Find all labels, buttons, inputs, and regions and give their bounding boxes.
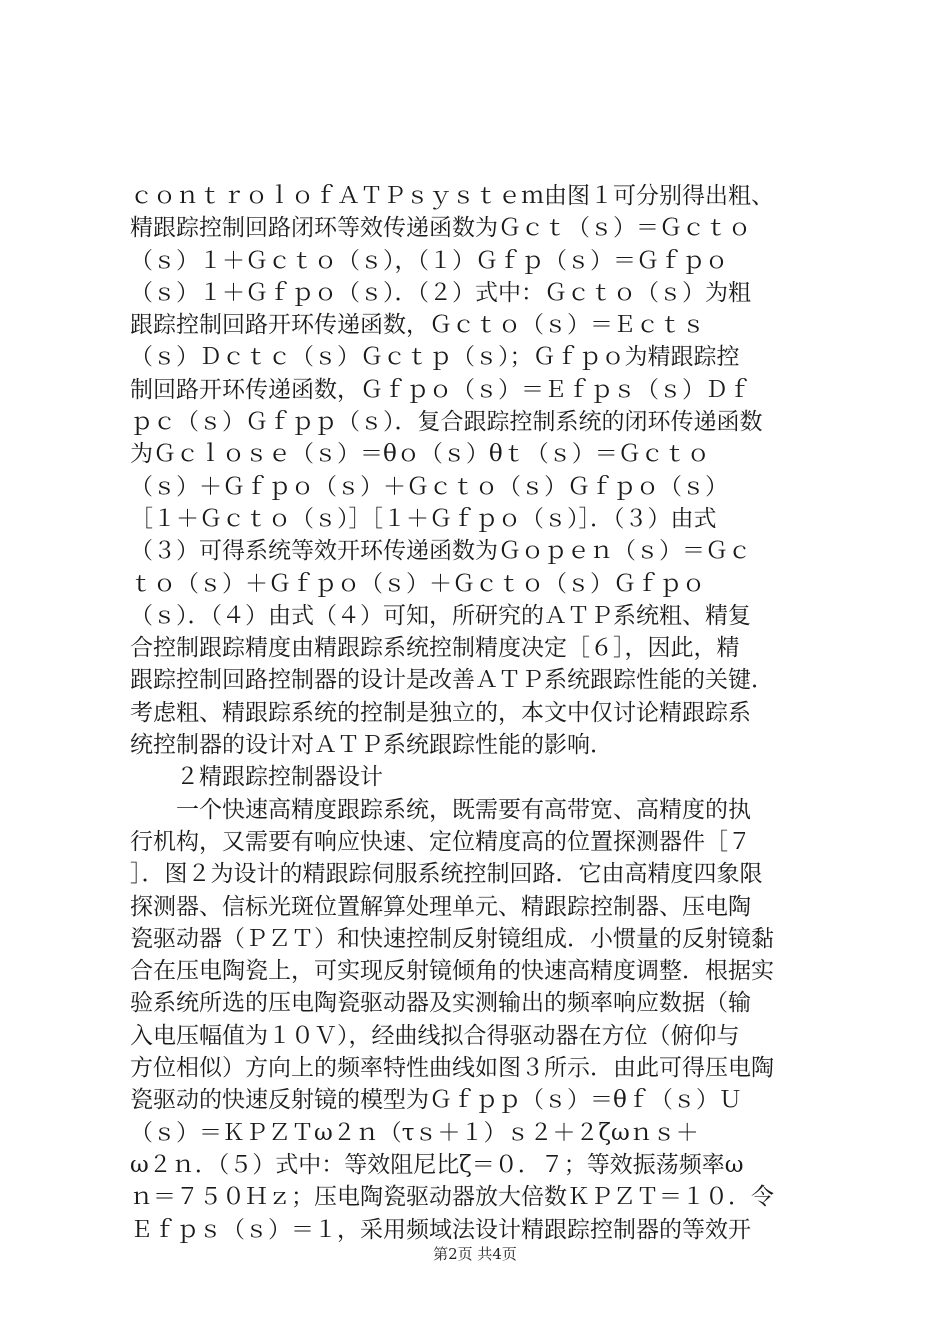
text-line: 瓷驱动器（ＰＺＴ）和快速控制反射镜组成．小惯量的反射镜黏: [130, 925, 774, 952]
text-line: （ｓ）１＋Ｇｃｔｏ（ｓ），（１）Ｇｆｐ（ｓ）＝Ｇｆｐｏ: [130, 247, 728, 274]
text-line: 跟踪控制回路开环传递函数，Ｇｃｔｏ（ｓ）＝Ｅｃｔｓ: [130, 312, 705, 339]
text-line: （３）可得系统等效开环传递函数为Ｇｏｐｅｎ（ｓ）＝Ｇｃ: [130, 538, 751, 565]
text-line: 合控制跟踪精度由精跟踪系统控制精度决定［６］，因此，精: [130, 635, 740, 662]
text-line: 精跟踪控制回路闭环等效传递函数为Ｇｃｔ（ｓ）＝Ｇｃｔｏ: [130, 215, 751, 242]
text-line: ］．图２为设计的精跟踪伺服系统控制回路．它由高精度四象限: [130, 861, 763, 888]
text-line: 一个快速高精度跟踪系统，既需要有高带宽、高精度的执: [130, 796, 751, 823]
text-line: （ｓ）．（４）由式（４）可知，所研究的ＡＴＰ系统粗、精复: [130, 602, 751, 629]
text-line: ｃｏｎｔｒｏｌｏｆＡＴＰｓｙｓｔｅｍ由图１可分别得出粗、: [130, 183, 774, 209]
body-text: [130, 180, 830, 1246]
text-line: （ｓ）１＋Ｇｆｐｏ（ｓ）．（２）式中：Ｇｃｔｏ（ｓ）为粗: [130, 279, 751, 306]
text-line: 为Ｇｃｌｏｓｅ（ｓ）＝θｏ（ｓ）θｔ（ｓ）＝Ｇｃｔｏ: [130, 441, 710, 468]
page-footer: 第2页 共4页: [433, 1245, 517, 1263]
text-line: 统控制器的设计对ＡＴＰ系统跟踪性能的影响．: [130, 732, 613, 759]
text-line: 考虑粗、精跟踪系统的控制是独立的，本文中仅讨论精跟踪系: [130, 699, 751, 726]
text-line: （ｓ）＋Ｇｆｐｏ（ｓ）＋Ｇｃｔｏ（ｓ）Ｇｆｐｏ（ｓ）: [130, 473, 728, 500]
text-line: ｔｏ（ｓ）＋Ｇｆｐｏ（ｓ）＋Ｇｃｔｏ（ｓ）Ｇｆｐｏ: [130, 570, 705, 597]
text-line: 行机构，又需要有响应快速、定位精度高的位置探测器件［７: [130, 828, 751, 855]
text-line: （ｓ）Ｄｃｔｃ（ｓ）Ｇｃｔｐ（ｓ）；Ｇｆｐｏ为精跟踪控: [130, 344, 740, 371]
text-line: 瓷驱动的快速反射镜的模型为Ｇｆｐｐ（ｓ）＝θｆ（ｓ）Ｕ: [130, 1087, 742, 1114]
text-line: 入电压幅值为１０Ｖ），经曲线拟合得驱动器在方位（俯仰与: [130, 1022, 740, 1049]
text-line: 合在压电陶瓷上，可实现反射镜倾角的快速高精度调整．根据实: [130, 958, 774, 985]
text-line: ｐｃ（ｓ）Ｇｆｐｐ（ｓ）．复合跟踪控制系统的闭环传递函数: [130, 409, 763, 436]
text-line: ２精跟踪控制器设计: [130, 764, 383, 791]
text-line: ｎ＝７５０Ｈｚ；压电陶瓷驱动器放大倍数ＫＰＺＴ＝１０．令: [130, 1184, 774, 1211]
text-line: （ｓ）＝ＫＰＺＴω２ｎ（τｓ＋１）ｓ２＋２ζωｎｓ＋: [130, 1119, 699, 1146]
text-line: 验系统所选的压电陶瓷驱动器及实测输出的频率响应数据（输: [130, 990, 751, 1017]
text-line: 制回路开环传递函数，Ｇｆｐｏ（ｓ）＝Ｅｆｐｓ（ｓ）Ｄｆ: [130, 376, 751, 403]
text-line: 跟踪控制回路控制器的设计是改善ＡＴＰ系统跟踪性能的关键．: [130, 667, 774, 694]
text-line: ［１＋Ｇｃｔｏ（ｓ）］［１＋Ｇｆｐｏ（ｓ）］．（３）由式: [130, 505, 717, 532]
text-line: Ｅｆｐｓ（ｓ）＝１，采用频域法设计精跟踪控制器的等效开: [130, 1216, 751, 1243]
text-line: ω２ｎ．（５）式中：等效阻尼比ζ＝０．７；等效振荡频率ω: [130, 1151, 744, 1178]
text-line: 探测器、信标光斑位置解算处理单元、精跟踪控制器、压电陶: [130, 893, 751, 920]
text-line: 方位相似）方向上的频率特性曲线如图３所示．由此可得压电陶: [130, 1055, 774, 1082]
